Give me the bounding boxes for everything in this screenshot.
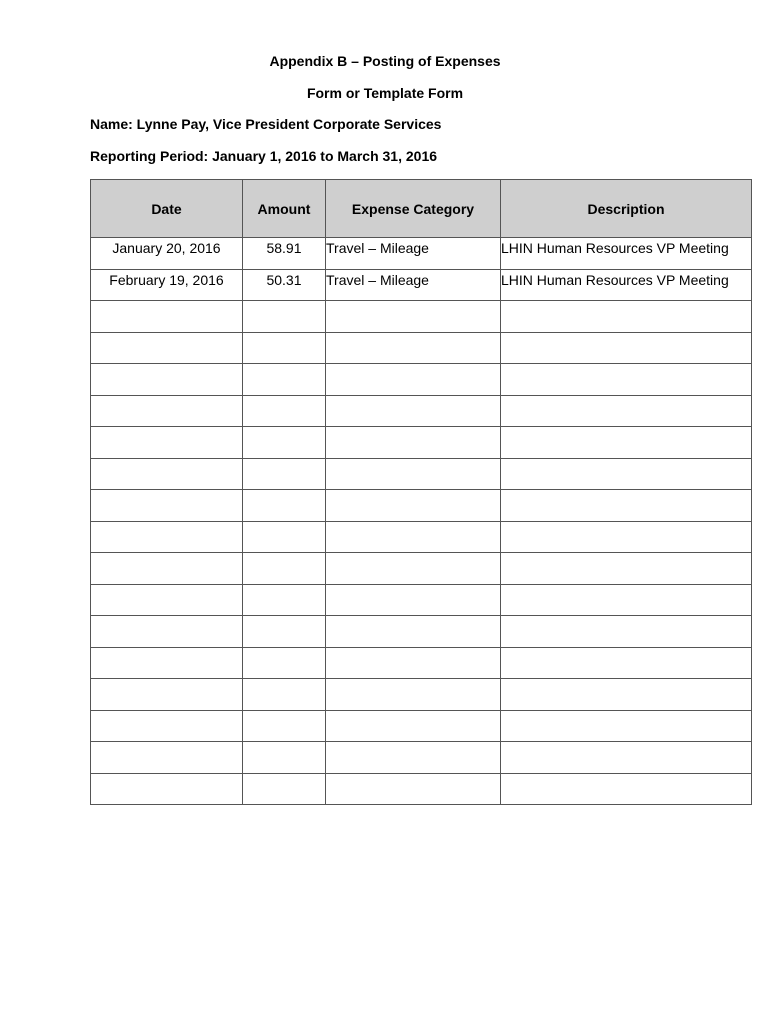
cell-date-empty <box>91 364 243 396</box>
cell-date-empty <box>91 521 243 553</box>
cell-description-empty <box>501 584 752 616</box>
cell-description-empty <box>501 332 752 364</box>
table-row-empty <box>91 521 752 553</box>
cell-date-empty <box>91 332 243 364</box>
cell-amount-empty <box>243 521 326 553</box>
table-row-empty <box>91 458 752 490</box>
cell-description-empty <box>501 458 752 490</box>
cell-amount-empty <box>243 679 326 711</box>
cell-date-empty <box>91 458 243 490</box>
table-row-empty <box>91 647 752 679</box>
cell-amount: 50.31 <box>243 269 326 301</box>
cell-amount-empty <box>243 458 326 490</box>
cell-description-empty <box>501 427 752 459</box>
cell-description: LHIN Human Resources VP Meeting <box>501 269 752 301</box>
table-row-empty <box>91 584 752 616</box>
cell-description-empty <box>501 521 752 553</box>
table-row-empty <box>91 490 752 522</box>
cell-expense-category-empty <box>326 647 501 679</box>
cell-date-empty <box>91 490 243 522</box>
cell-expense-category-empty <box>326 584 501 616</box>
cell-date-empty <box>91 301 243 333</box>
cell-description-empty <box>501 301 752 333</box>
cell-expense-category-empty <box>326 773 501 805</box>
cell-amount-empty <box>243 553 326 585</box>
table-row-empty <box>91 710 752 742</box>
cell-description-empty <box>501 616 752 648</box>
cell-date-empty <box>91 710 243 742</box>
cell-date: January 20, 2016 <box>91 238 243 270</box>
table-row-empty <box>91 616 752 648</box>
table-row-empty <box>91 301 752 333</box>
cell-description-empty <box>501 742 752 774</box>
table-row <box>91 238 752 270</box>
cell-date-empty <box>91 395 243 427</box>
table-row-empty <box>91 395 752 427</box>
cell-amount-empty <box>243 395 326 427</box>
cell-expense-category-empty <box>326 679 501 711</box>
expenses-table <box>90 179 752 805</box>
column-header-expense-category: Expense Category <box>326 180 501 238</box>
cell-expense-category-empty <box>326 553 501 585</box>
cell-date-empty <box>91 679 243 711</box>
cell-date-empty <box>91 742 243 774</box>
cell-amount-empty <box>243 773 326 805</box>
cell-date-empty <box>91 584 243 616</box>
reporting-period-line: Reporting Period: January 1, 2016 to March 31, 2016 <box>90 148 438 164</box>
cell-description-empty <box>501 490 752 522</box>
column-header-description: Description <box>501 180 752 238</box>
table-row-empty <box>91 742 752 774</box>
cell-expense-category-empty <box>326 742 501 774</box>
cell-expense-category-empty <box>326 616 501 648</box>
cell-expense-category-empty <box>326 301 501 333</box>
table-row-empty <box>91 364 752 396</box>
cell-expense-category: Travel – Mileage <box>326 238 501 270</box>
cell-date-empty <box>91 773 243 805</box>
cell-description-empty <box>501 364 752 396</box>
cell-date-empty <box>91 553 243 585</box>
cell-description-empty <box>501 773 752 805</box>
cell-amount-empty <box>243 332 326 364</box>
cell-description-empty <box>501 395 752 427</box>
column-header-amount: Amount <box>243 180 326 238</box>
cell-description: LHIN Human Resources VP Meeting <box>501 238 752 270</box>
cell-amount-empty <box>243 584 326 616</box>
table-header-row <box>91 180 752 238</box>
cell-expense-category-empty <box>326 332 501 364</box>
cell-amount: 58.91 <box>243 238 326 270</box>
cell-expense-category-empty <box>326 458 501 490</box>
cell-amount-empty <box>243 490 326 522</box>
cell-description-empty <box>501 647 752 679</box>
table-row <box>91 269 752 301</box>
cell-date: February 19, 2016 <box>91 269 243 301</box>
cell-date-empty <box>91 427 243 459</box>
cell-expense-category-empty <box>326 427 501 459</box>
column-header-date: Date <box>91 180 243 238</box>
cell-description-empty <box>501 679 752 711</box>
table-row-empty <box>91 679 752 711</box>
cell-amount-empty <box>243 301 326 333</box>
cell-amount-empty <box>243 710 326 742</box>
name-line: Name: Lynne Pay, Vice President Corporate Services <box>90 116 442 132</box>
cell-expense-category-empty <box>326 521 501 553</box>
cell-date-empty <box>91 616 243 648</box>
cell-expense-category-empty <box>326 490 501 522</box>
table-row-empty <box>91 427 752 459</box>
cell-amount-empty <box>243 647 326 679</box>
cell-description-empty <box>501 553 752 585</box>
table-row-empty <box>91 773 752 805</box>
document-title: Appendix B – Posting of Expenses <box>269 53 501 69</box>
cell-amount-empty <box>243 427 326 459</box>
cell-amount-empty <box>243 742 326 774</box>
table-row-empty <box>91 332 752 364</box>
cell-expense-category-empty <box>326 364 501 396</box>
cell-amount-empty <box>243 616 326 648</box>
table-body <box>91 238 752 805</box>
cell-date-empty <box>91 647 243 679</box>
cell-expense-category-empty <box>326 395 501 427</box>
cell-amount-empty <box>243 364 326 396</box>
table-row-empty <box>91 553 752 585</box>
cell-expense-category-empty <box>326 710 501 742</box>
cell-description-empty <box>501 710 752 742</box>
cell-expense-category: Travel – Mileage <box>326 269 501 301</box>
document-subtitle: Form or Template Form <box>306 85 464 101</box>
